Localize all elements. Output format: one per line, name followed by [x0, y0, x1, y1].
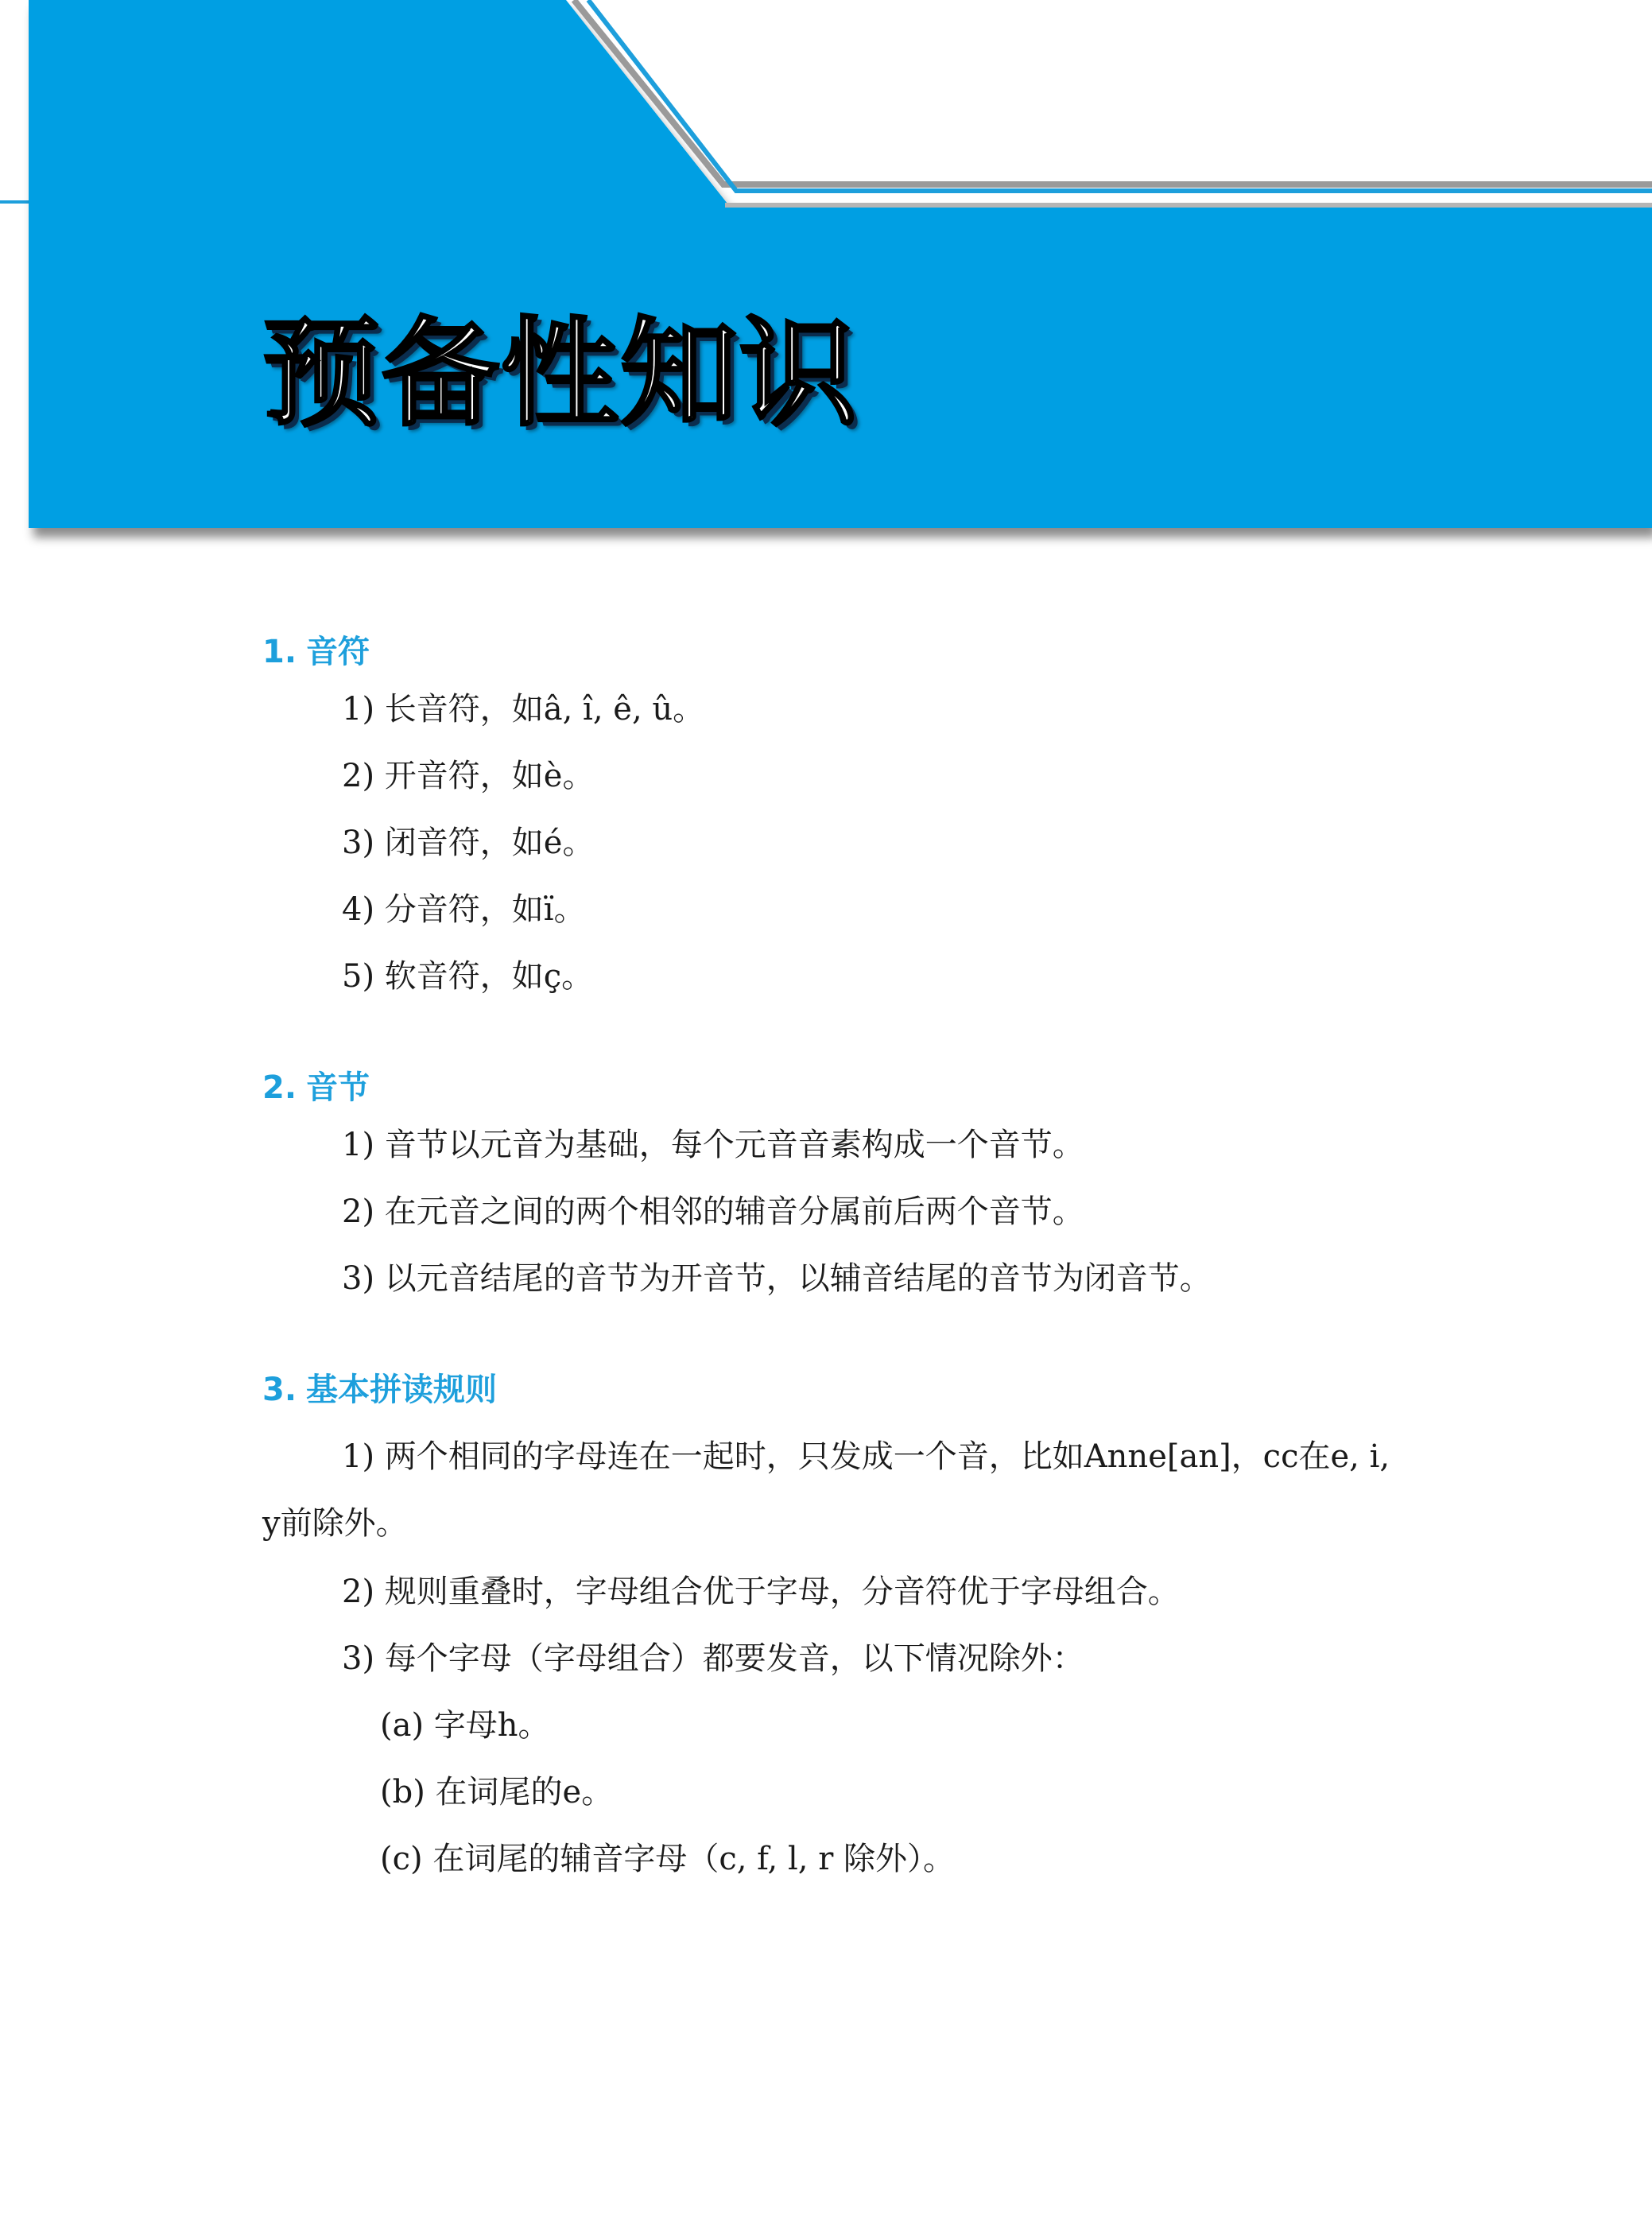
- item-text: 两个相同的字母连在一起时，只发成一个音，比如Anne[an]，cc在e, i, y前除外。: [262, 1438, 1390, 1542]
- item-label: 3): [342, 825, 375, 861]
- item-label: 2): [342, 758, 375, 794]
- subitem-label: (a): [380, 1707, 425, 1744]
- item-label: 1): [342, 1438, 375, 1475]
- list-item: [262, 1635, 1415, 1682]
- stripe-gray-1: [574, 0, 1652, 184]
- item-label: 1): [342, 691, 375, 728]
- item-text: 每个字母（字母组合）都要发音，以下情况除外：: [384, 1640, 1084, 1677]
- section-heading: [262, 628, 1415, 676]
- item-label: 3): [342, 1260, 375, 1297]
- item-label: 5): [342, 958, 375, 995]
- section-title: 音符: [306, 634, 370, 670]
- item-label: 3): [342, 1640, 375, 1677]
- list-item: [262, 886, 1415, 933]
- item-text: 音节以元音为基础，每个元音音素构成一个音节。: [384, 1127, 1084, 1163]
- list-item: [262, 1255, 1415, 1302]
- item-label: 1): [342, 1127, 375, 1163]
- list-item: [262, 1568, 1415, 1616]
- subitem-text: 字母h。: [433, 1707, 550, 1744]
- list-item: [262, 1188, 1415, 1236]
- item-text: 以元音结尾的音节为开音节，以辅音结尾的音节为闭音节。: [384, 1260, 1212, 1297]
- subitem-label: (c): [380, 1841, 423, 1877]
- section-heading: [262, 1366, 1415, 1414]
- content: [262, 628, 1415, 1946]
- item-text: 软音符，如ç。: [384, 958, 594, 995]
- list-item: [262, 1121, 1415, 1169]
- subitem-text: 在词尾的e。: [435, 1774, 614, 1810]
- item-text: 开音符，如è。: [384, 758, 595, 794]
- sub-list-item: [262, 1702, 1415, 1749]
- list-item: [262, 1423, 1415, 1557]
- section-title: 音节: [306, 1069, 370, 1106]
- list-item: [262, 953, 1415, 1000]
- section-syllables: [262, 1064, 1415, 1302]
- item-text: 闭音符，如é。: [384, 825, 595, 861]
- page-title: 预备性知识: [262, 304, 859, 442]
- list-item: [262, 752, 1415, 800]
- subitem-text: 在词尾的辅音字母（c, f, l, r 除外）。: [432, 1841, 956, 1877]
- item-text: 长音符，如â, î, ê, û。: [384, 691, 705, 728]
- item-label: 4): [342, 891, 375, 928]
- subitem-label: (b): [380, 1774, 425, 1810]
- sub-list-item: [262, 1768, 1415, 1816]
- item-label: 2): [342, 1193, 375, 1230]
- item-text: 在元音之间的两个相邻的辅音分属前后两个音节。: [384, 1193, 1084, 1230]
- item-label: 2): [342, 1574, 375, 1610]
- section-title: 基本拼读规则: [306, 1372, 498, 1408]
- banner-block: [29, 0, 1652, 528]
- list-item: [262, 685, 1415, 733]
- stripe-blue: [588, 0, 1652, 191]
- section-number: 3.: [262, 1372, 297, 1408]
- header-banner: [0, 0, 1652, 557]
- section-spelling-rules: [262, 1366, 1415, 1883]
- section-number: 2.: [262, 1069, 297, 1106]
- left-accent-line: [0, 200, 32, 204]
- list-item: [262, 819, 1415, 867]
- item-text: 分音符，如ï。: [384, 891, 586, 928]
- section-heading: [262, 1064, 1415, 1112]
- sub-list-item: [262, 1835, 1415, 1883]
- section-accent-marks: [262, 628, 1415, 1000]
- section-number: 1.: [262, 634, 297, 670]
- item-text: 规则重叠时，字母组合优于字母，分音符优于字母组合。: [384, 1574, 1180, 1610]
